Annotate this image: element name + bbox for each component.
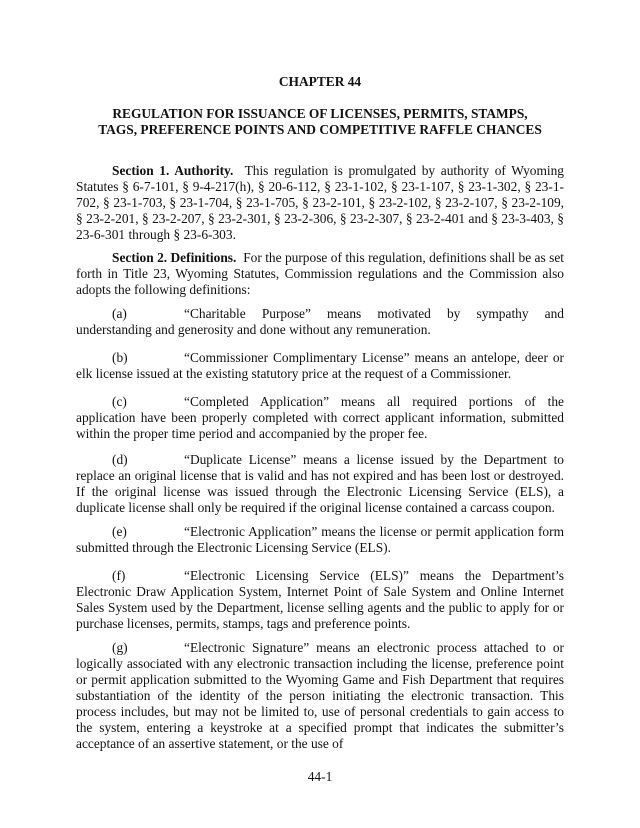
- definition-a: [76, 306, 564, 338]
- definition-g: [76, 640, 564, 752]
- title-line: REGULATION FOR ISSUANCE OF LICENSES, PERMITS, STAMPS,: [112, 106, 528, 121]
- title-line: TAGS, PREFERENCE POINTS AND COMPETITIVE RAFFLE CHANCES: [98, 122, 542, 137]
- chapter-heading: CHAPTER 44: [278, 74, 362, 89]
- definition-label: (f): [112, 568, 126, 583]
- definition-text: “Commissioner Complimentary License” means an antelope, deer or elk license issued at the existing statutory price at the request of a Commissioner.: [76, 350, 564, 381]
- definition-text: “Electronic Application” means the license or permit application form submitted through the Electronic Licensing Service (ELS).: [76, 524, 564, 555]
- definition-b: [76, 350, 564, 382]
- definition-text: “Completed Application” means all required portions of the application have been properly completed with correct applicant information, submitted within the proper time period and accompanied by the proper fee.: [76, 394, 564, 441]
- definition-text: “Duplicate License” means a license issued by the Department to replace an original license that is valid and has not expired and has been lost or destroyed. If the original license was issued through the Electronic Licensing Service (ELS), a duplicate license shall only be required if the original license contained a carcass coupon.: [76, 452, 564, 515]
- section-text: For the purpose of this regulation, definitions shall be as set forth in Title 23, Wyoming Statutes, Commission regulations and the Commission also adopts the following definitions:: [76, 250, 564, 297]
- definition-text: “Electronic Licensing Service (ELS)” means the Department’s Electronic Draw Application System, Internet Point of Sale System and Online Internet Sales System used by the Department, license selling agents and the public to apply for or purchase licenses, permits, stamps, tags and preference points.: [76, 568, 564, 631]
- section-text: This regulation is promulgated by authority of Wyoming Statutes § 6-7-101, § 9-4-217(h), § 20-6-112, § 23-1-102, § 23-1-107, § 23-1-302, § 23-1-702, § 23-1-703, § 23-1-704, § 23-1-705, § 23-2-101, § 23-2-102, § 23-2-107, § 23-2-109, § 23-2-201, § 23-2-207, § 23-2-301, § 23-2-306, § 23-2-307, § 23-2-401 and § 23-3-403, § 23-6-301 through § 23-6-303.: [76, 163, 564, 242]
- definition-f: [76, 568, 564, 632]
- definition-text: “Charitable Purpose” means motivated by sympathy and understanding and generosity and done without any remuneration.: [76, 306, 564, 337]
- definition-label: (d): [112, 452, 128, 467]
- definition-label: (a): [112, 306, 127, 321]
- definition-c: [76, 394, 564, 442]
- definition-d: [76, 452, 564, 516]
- page-number: 44-1: [307, 769, 333, 784]
- section-2-definitions: [76, 250, 564, 298]
- section-1-authority: [76, 163, 564, 243]
- section-heading: Section 2. Definitions.: [112, 250, 237, 265]
- definition-label: (g): [112, 640, 128, 655]
- definition-label: (b): [112, 350, 128, 365]
- definition-label: (c): [112, 394, 127, 409]
- definition-text: “Electronic Signature” means an electronic process attached to or logically associated with any electronic transaction including the license, preference point or permit application submitted to the Wyoming Game and Fish Department that requires substantiation of the identity of the person initiating the electronic transaction. This process includes, but may not be limited to, use of personal credentials to gain access to the system, entering a keystroke at a specified prompt that indicates the submitter’s acceptance of an assertive statement, or the use of: [76, 640, 564, 751]
- regulation-title: [76, 106, 564, 138]
- section-heading: Section 1. Authority.: [112, 163, 234, 178]
- definition-label: (e): [112, 524, 127, 539]
- definition-e: [76, 524, 564, 556]
